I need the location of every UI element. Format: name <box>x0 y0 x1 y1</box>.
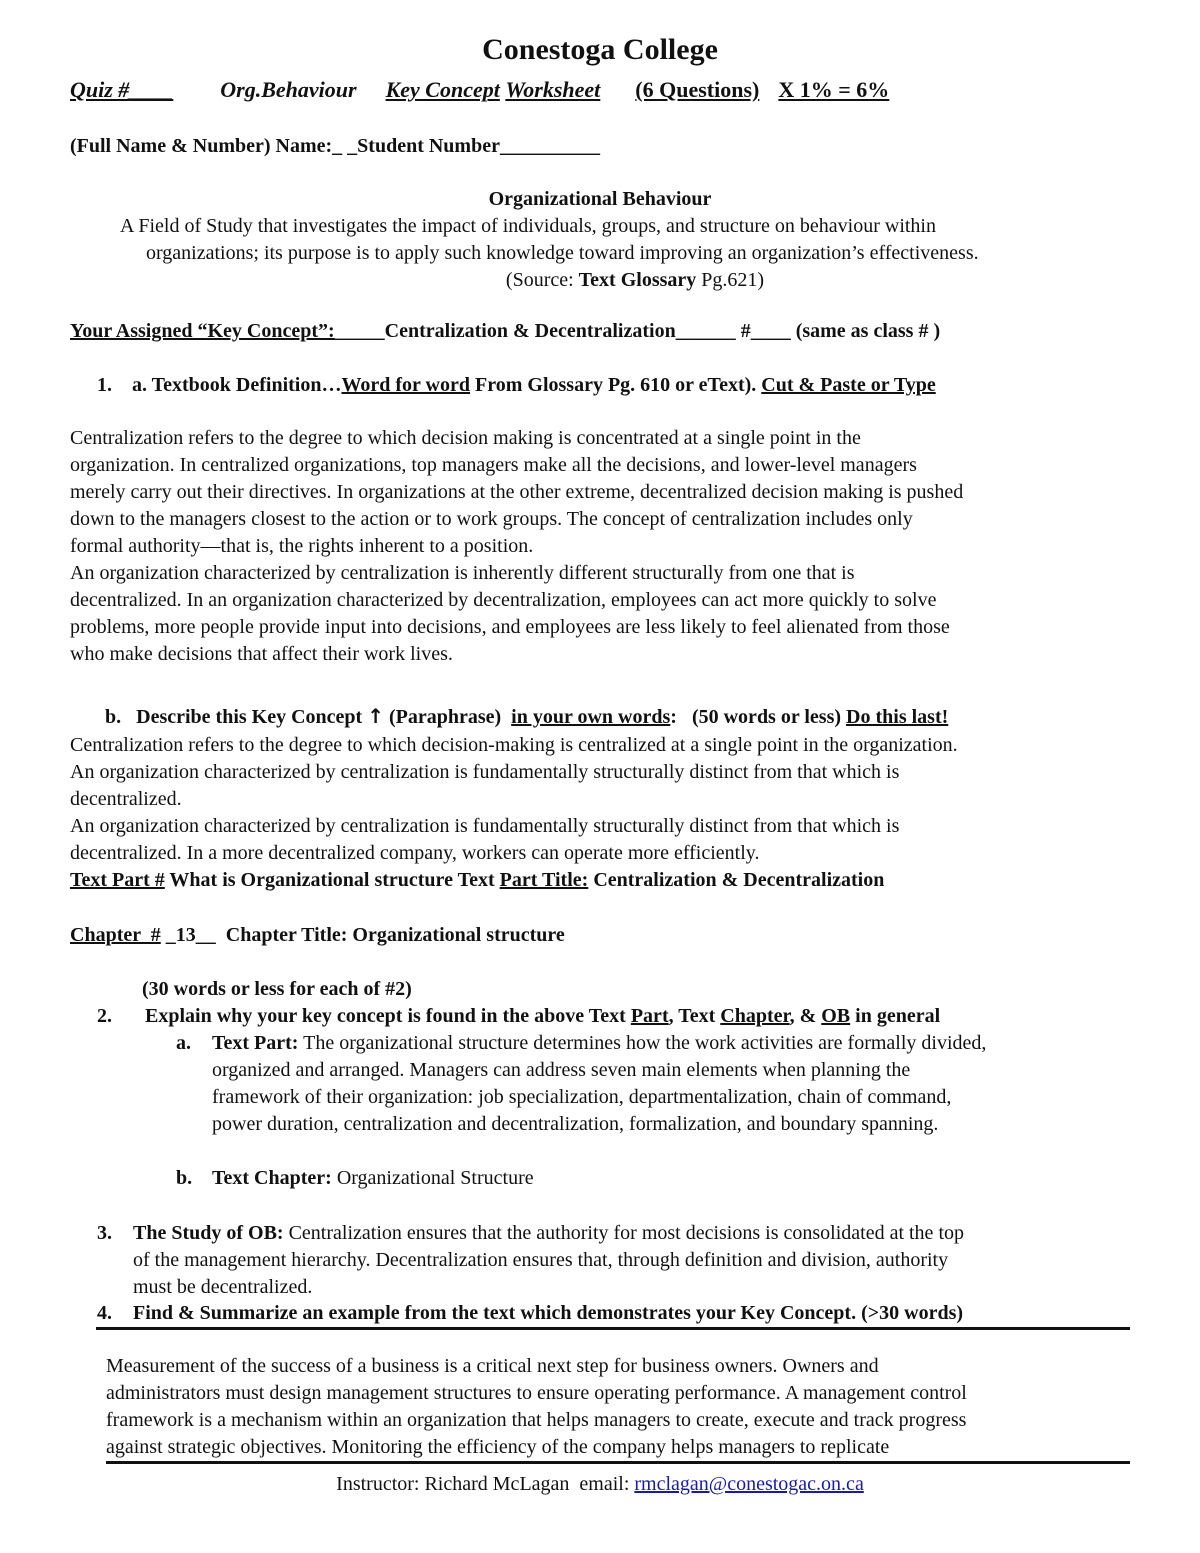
part-title-value: Centralization & Decentralization <box>588 869 885 891</box>
quiz-label: Quiz # <box>70 77 130 102</box>
q2-number: 2. <box>97 1005 112 1027</box>
q4-answer-line: against strategic objectives. Monitoring the efficiency of the company helps managers to replicate <box>106 1436 890 1458</box>
q1a-answer-line: merely carry out their directives. In organizations at the other extreme, decentralized decision making is pushed <box>70 481 964 503</box>
header-line <box>70 76 889 103</box>
source-suffix: Pg.621) <box>696 269 765 291</box>
text-part-what: What is Organizational structure Text <box>164 869 500 891</box>
q4-number: 4. <box>97 1302 112 1324</box>
q1a-heading <box>97 372 936 399</box>
student-line <box>70 133 600 160</box>
q1a-cut-paste: Cut & Paste or Type <box>761 374 936 396</box>
q1a-answer-line: problems, more people provide input into decisions, and employees are less likely to feel alienated from those <box>70 616 950 638</box>
weight-label: X 1% = 6% <box>778 77 890 102</box>
q2a-line: framework of their organization: job specialization, departmentalization, chain of command, <box>212 1086 952 1108</box>
q4-heading: Find & Summarize an example from the text which demonstrates your Key Concept. (>30 words) <box>133 1302 964 1324</box>
assigned-concept-line <box>70 318 940 345</box>
q1b-answer-line: decentralized. <box>70 788 182 810</box>
q2-amp: , & <box>789 1005 822 1027</box>
student-number-blank: __________ <box>499 135 600 157</box>
q2a-label: Text Part: <box>212 1032 299 1054</box>
q1b-answer-line: An organization characterized by centralization is fundamentally structurally distinct from that which is <box>70 815 900 837</box>
q1b-answer <box>70 732 1170 867</box>
q1a-answer <box>70 425 1150 668</box>
chapter-line <box>70 922 565 949</box>
q2b-label: Text Chapter: <box>212 1167 332 1189</box>
chapter-title: Chapter Title: Organizational structure <box>215 924 565 946</box>
q2a-text: The organizational structure determines how the work activities are formally divided, <box>298 1032 987 1054</box>
q1b-heading <box>105 703 948 731</box>
ob-definition-line-2: organizations; its purpose is to apply such knowledge toward improving an organization’s effectiveness. <box>146 242 979 264</box>
student-number-label: Student Number <box>357 135 500 157</box>
q1a-answer-line: formal authority—that is, the rights inherent to a position. <box>70 535 534 557</box>
q1b-answer-line: An organization characterized by centralization is fundamentally structurally distinct from that which is <box>70 761 900 783</box>
q1b-limit: : (50 words or less) <box>670 706 847 728</box>
q2-ob: OB <box>821 1005 851 1027</box>
q3-label: The Study of OB: <box>133 1222 284 1244</box>
q1a-middle: From Glossary Pg. 610 or eText). <box>470 374 762 396</box>
text-part-line <box>70 867 884 894</box>
q3-line: must be decentralized. <box>133 1276 313 1298</box>
course-name: Org.Behaviour <box>220 77 357 102</box>
q2a-line-1 <box>212 1030 986 1057</box>
q2a-number: a. <box>176 1032 191 1054</box>
worksheet-label: Worksheet <box>505 77 601 102</box>
q2-chapter: Chapter <box>720 1005 790 1027</box>
q3-text: Centralization ensures that the authority for most decisions is consolidated at the top <box>283 1222 964 1244</box>
name-label: (Full Name & Number) Name:_ _ <box>70 135 358 157</box>
q1a-answer-line: An organization characterized by centralization is inherently different structurally from one that is <box>70 562 855 584</box>
divider-line <box>106 1461 1130 1464</box>
q1b-do-last: Do this last! <box>846 706 949 728</box>
q1a-answer-line: Centralization refers to the degree to which decision making is concentrated at a single point in the <box>70 427 861 449</box>
q1a-prefix: a. Textbook Definition… <box>132 374 342 396</box>
q2-heading <box>145 1003 940 1030</box>
q4-answer-line: framework is a mechanism within an organization that helps managers to create, execute and track progress <box>106 1409 967 1431</box>
q3-line-1 <box>133 1220 964 1247</box>
key-concept-label: Key Concept <box>385 77 500 102</box>
chapter-number: _13__ <box>160 924 216 946</box>
source-bold: Text Glossary <box>578 269 697 291</box>
q3-line: of the management hierarchy. Decentralization ensures that, through definition and division, authority <box>133 1249 949 1271</box>
q1b-answer-line: decentralized. In a more decentralized company, workers can operate more efficiently. <box>70 842 760 864</box>
chapter-label: Chapter # <box>70 924 161 946</box>
q1b-paraphrase: (Paraphrase) <box>383 706 512 728</box>
q1-number: 1. <box>97 374 112 396</box>
source-prefix: (Source: <box>505 269 579 291</box>
q4-answer-line: administrators must design management structures to ensure operating performance. A management control <box>106 1382 967 1404</box>
q1b-prefix: b. Describe this Key Concept <box>105 706 368 728</box>
ob-definition-line-1: A Field of Study that investigates the impact of individuals, groups, and structure on behaviour within <box>120 215 936 237</box>
q1a-answer-line: down to the managers closest to the action or to work groups. The concept of centralization includes only <box>70 508 913 530</box>
ob-heading: Organizational Behaviour <box>488 188 712 210</box>
q1b-answer-line: Centralization refers to the degree to which decision-making is centralized at a single point in the organization. <box>70 734 958 756</box>
q1b-own-words: in your own words <box>511 706 671 728</box>
q1a-answer-line: organization. In centralized organizations, top managers make all the decisions, and lower-level managers <box>70 454 917 476</box>
arrow-up-icon: ↑ <box>367 704 384 728</box>
college-title: Conestoga College <box>482 33 718 66</box>
q1a-word-for-word: Word for word <box>341 374 470 396</box>
q1a-answer-line: decentralized. In an organization characterized by decentralization, employees can act more quickly to solve <box>70 589 937 611</box>
quiz-blank: ____ <box>129 77 174 102</box>
assigned-label: Your Assigned “Key Concept”: <box>70 320 335 342</box>
divider-line <box>96 1327 1130 1330</box>
q2a-line: organized and arranged. Managers can address seven main elements when planning the <box>212 1059 911 1081</box>
instructor-label: Instructor: Richard McLagan email: <box>336 1473 635 1495</box>
q4-answer-line: Measurement of the success of a business is a critical next step for business owners. Owners and <box>106 1355 879 1377</box>
q2b-value: Organizational Structure <box>331 1167 534 1189</box>
q2a-line: power duration, centralization and decentralization, formalization, and boundary spanning. <box>212 1113 939 1135</box>
ob-source <box>0 267 1200 294</box>
q2b-line <box>212 1165 534 1192</box>
q2-prefix: Explain why your key concept is found in the above Text <box>145 1005 631 1027</box>
q2b-number: b. <box>176 1167 193 1189</box>
q3-number: 3. <box>97 1222 112 1244</box>
q2-part: Part <box>630 1005 669 1027</box>
part-title-label: Part Title: <box>499 869 589 891</box>
instructor-email-link[interactable]: rmclagan@conestogac.on.ca <box>634 1473 864 1495</box>
q2-comma-text: , Text <box>668 1005 721 1027</box>
q1a-answer-line: who make decisions that affect their work lives. <box>70 643 453 665</box>
questions-count: (6 Questions) <box>635 77 760 102</box>
q2-suffix: in general <box>850 1005 941 1027</box>
footer <box>0 1471 1200 1498</box>
q2-limit-note: (30 words or less for each of #2) <box>142 978 412 1000</box>
text-part-label: Text Part # <box>70 869 165 891</box>
assigned-value: _____Centralization & Decentralization______ #____ (same as class # ) <box>334 320 941 342</box>
